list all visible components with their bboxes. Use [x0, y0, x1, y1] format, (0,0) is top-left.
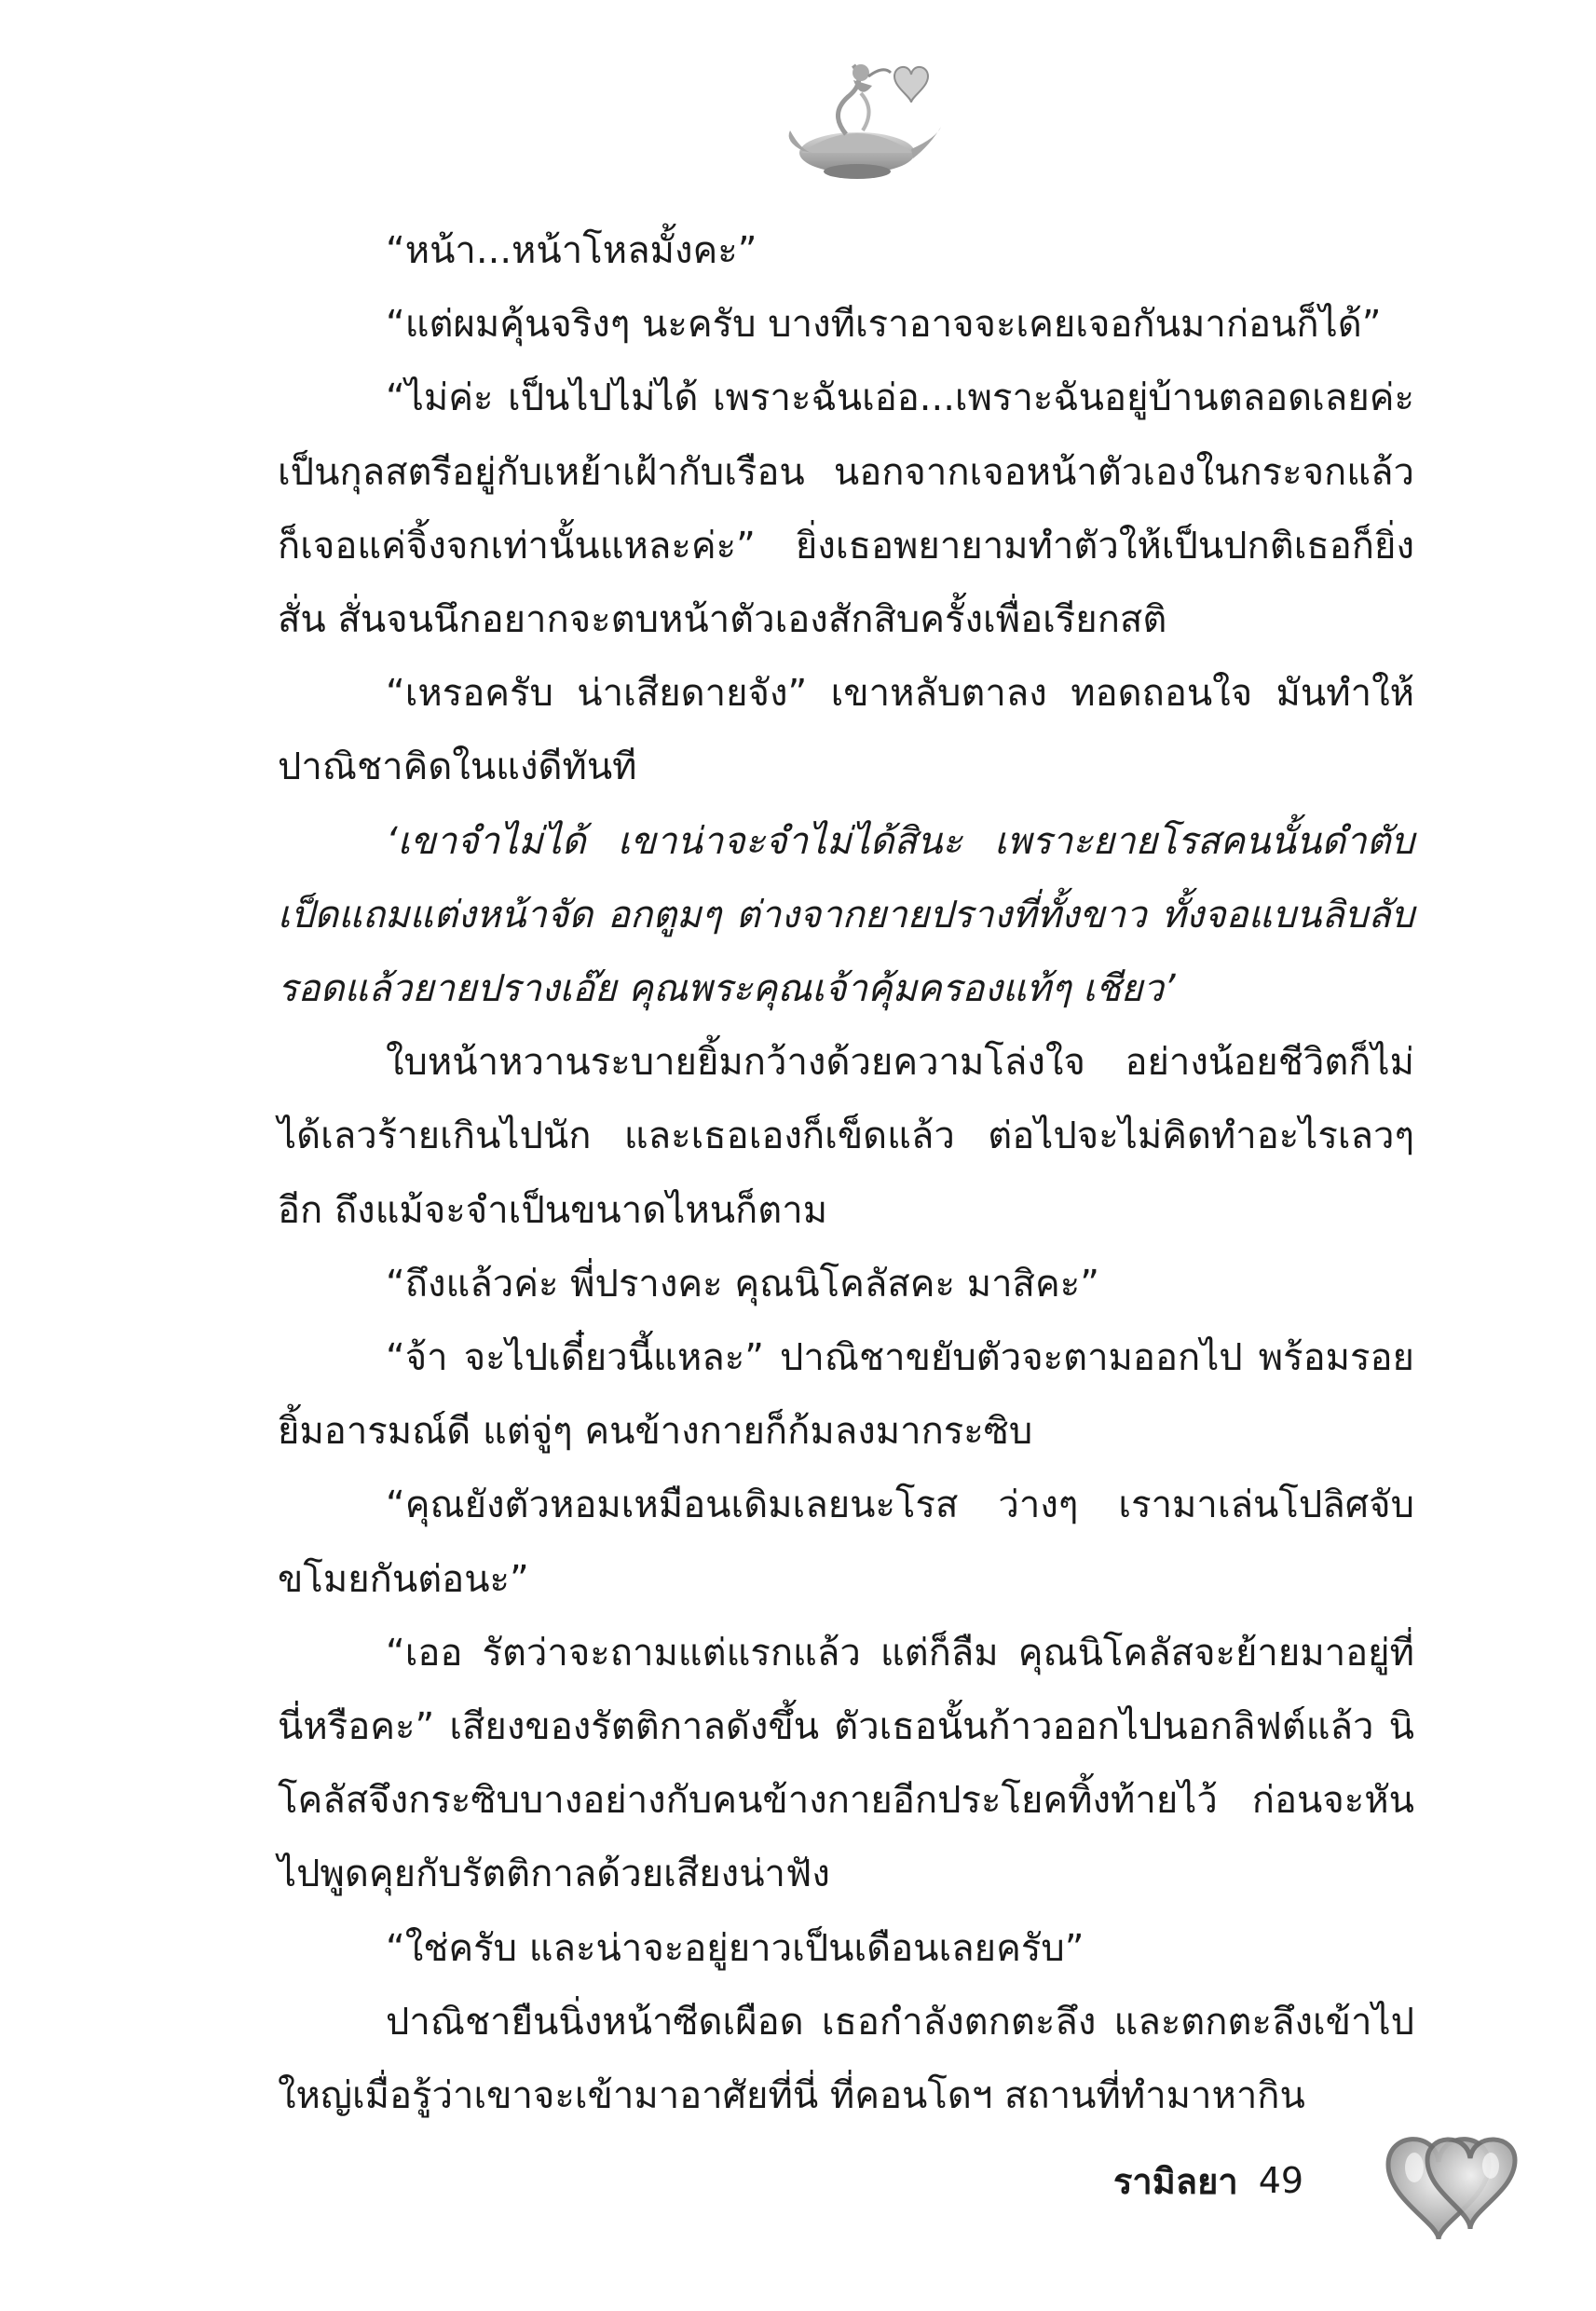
twin-hearts-icon [1370, 2113, 1537, 2253]
book-title: รามิลยา [1113, 2160, 1238, 2202]
page-number: 49 [1258, 2160, 1304, 2201]
paragraph: ปาณิชายืนนิ่งหน้าซีดเผือด เธอกำลังตกตะลึง และตกตะลึงเข้าไปใหญ่เมื่อรู้ว่าเขาจะเข้ามาอาศัยที่นี่ ที่คอนโดฯ สถานที่ทำมาหากิน [278, 2000, 1414, 2118]
paragraph: “หน้า...หน้าโหลมั้งคะ” [386, 229, 757, 272]
paragraph: “จ้า จะไปเดี๋ยวนี้แหละ” ปาณิชาขยับตัวจะตามออกไป พร้อมรอยยิ้มอารมณ์ดี แต่จู่ๆ คนข้างกายก็ก้มลงมากระซิบ [278, 1336, 1414, 1454]
paragraph: “แต่ผมคุ้นจริงๆ นะครับ บางทีเราอาจจะเคยเจอกันมาก่อนก็ได้” [386, 303, 1382, 347]
paragraph: “เหรอครับ น่าเสียดายจัง” เขาหลับตาลง ทอดถอนใจ มันทำให้ปาณิชาคิดในแง่ดีทันที [278, 672, 1414, 789]
cupid-teapot-ornament-icon [764, 48, 950, 188]
paragraph: “ใช่ครับ และน่าจะอยู่ยาวเป็นเดือนเลยครับ” [386, 1926, 1084, 1970]
paragraph: “เออ รัตว่าจะถามแต่แรกแล้ว แต่ก็ลืม คุณนิโคลัสจะย้ายมาอยู่ที่นี่หรือคะ” เสียงของรัตติกาลดังขึ้น ตัวเธอนั้นก้าวออกไปนอกลิฟต์แล้ว นิโคลัสจึงกระซิบบางอย่างกับคนข้างกายอีกประโยคทิ้งท้ายไว้ ก่อนจะหันไปพูดคุยกับรัตติกาลด้วยเสียงน่าฟัง [278, 1631, 1414, 1896]
page-footer [1113, 2153, 1303, 2208]
paragraph: “ไม่ค่ะ เป็นไปไม่ได้ เพราะฉันเอ่อ...เพราะฉันอยู่บ้านตลอดเลยค่ะ เป็นกุลสตรีอยู่กับเหย้าเฝ้ากับเรือน นอกจากเจอหน้าตัวเองในกระจกแล้ว ก็เจอแค่จิ้งจกเท่านั้นแหละค่ะ” ยิ่งเธอพยายามทำตัวให้เป็นปกติเธอก็ยิ่งสั่น สั่นจนนึกอยากจะตบหน้าตัวเองสักสิบครั้งเพื่อเรียกสติ [278, 376, 1414, 642]
paragraph: “ถึงแล้วค่ะ พี่ปรางคะ คุณนิโคลัสคะ มาสิคะ” [386, 1262, 1099, 1306]
paragraph: “คุณยังตัวหอมเหมือนเดิมเลยนะโรส ว่างๆ เรามาเล่นโปลิศจับขโมยกันต่อนะ” [278, 1484, 1414, 1601]
paragraph: ใบหน้าหวานระบายยิ้มกว้างด้วยความโล่งใจ อย่างน้อยชีวิตก็ไม่ได้เลวร้ายเกินไปนัก และเธอเองก็เข็ดแล้ว ต่อไปจะไม่คิดทำอะไรเลวๆ อีก ถึงแม้จะจำเป็นขนาดไหนก็ตาม [278, 1041, 1414, 1232]
body-text [278, 214, 1414, 2133]
paragraph: ‘เขาจำไม่ได้ เขาน่าจะจำไม่ได้สินะ เพราะยายโรสคนนั้นดำตับเป็ดแถมแต่งหน้าจัด อกตูมๆ ต่างจากยายปรางที่ทั้งขาว ทั้งจอแบนลิบลับรอดแล้วยายปรางเอ๊ย คุณพระคุณเจ้าคุ้มครองแท้ๆ เชียว’ [278, 819, 1414, 1011]
